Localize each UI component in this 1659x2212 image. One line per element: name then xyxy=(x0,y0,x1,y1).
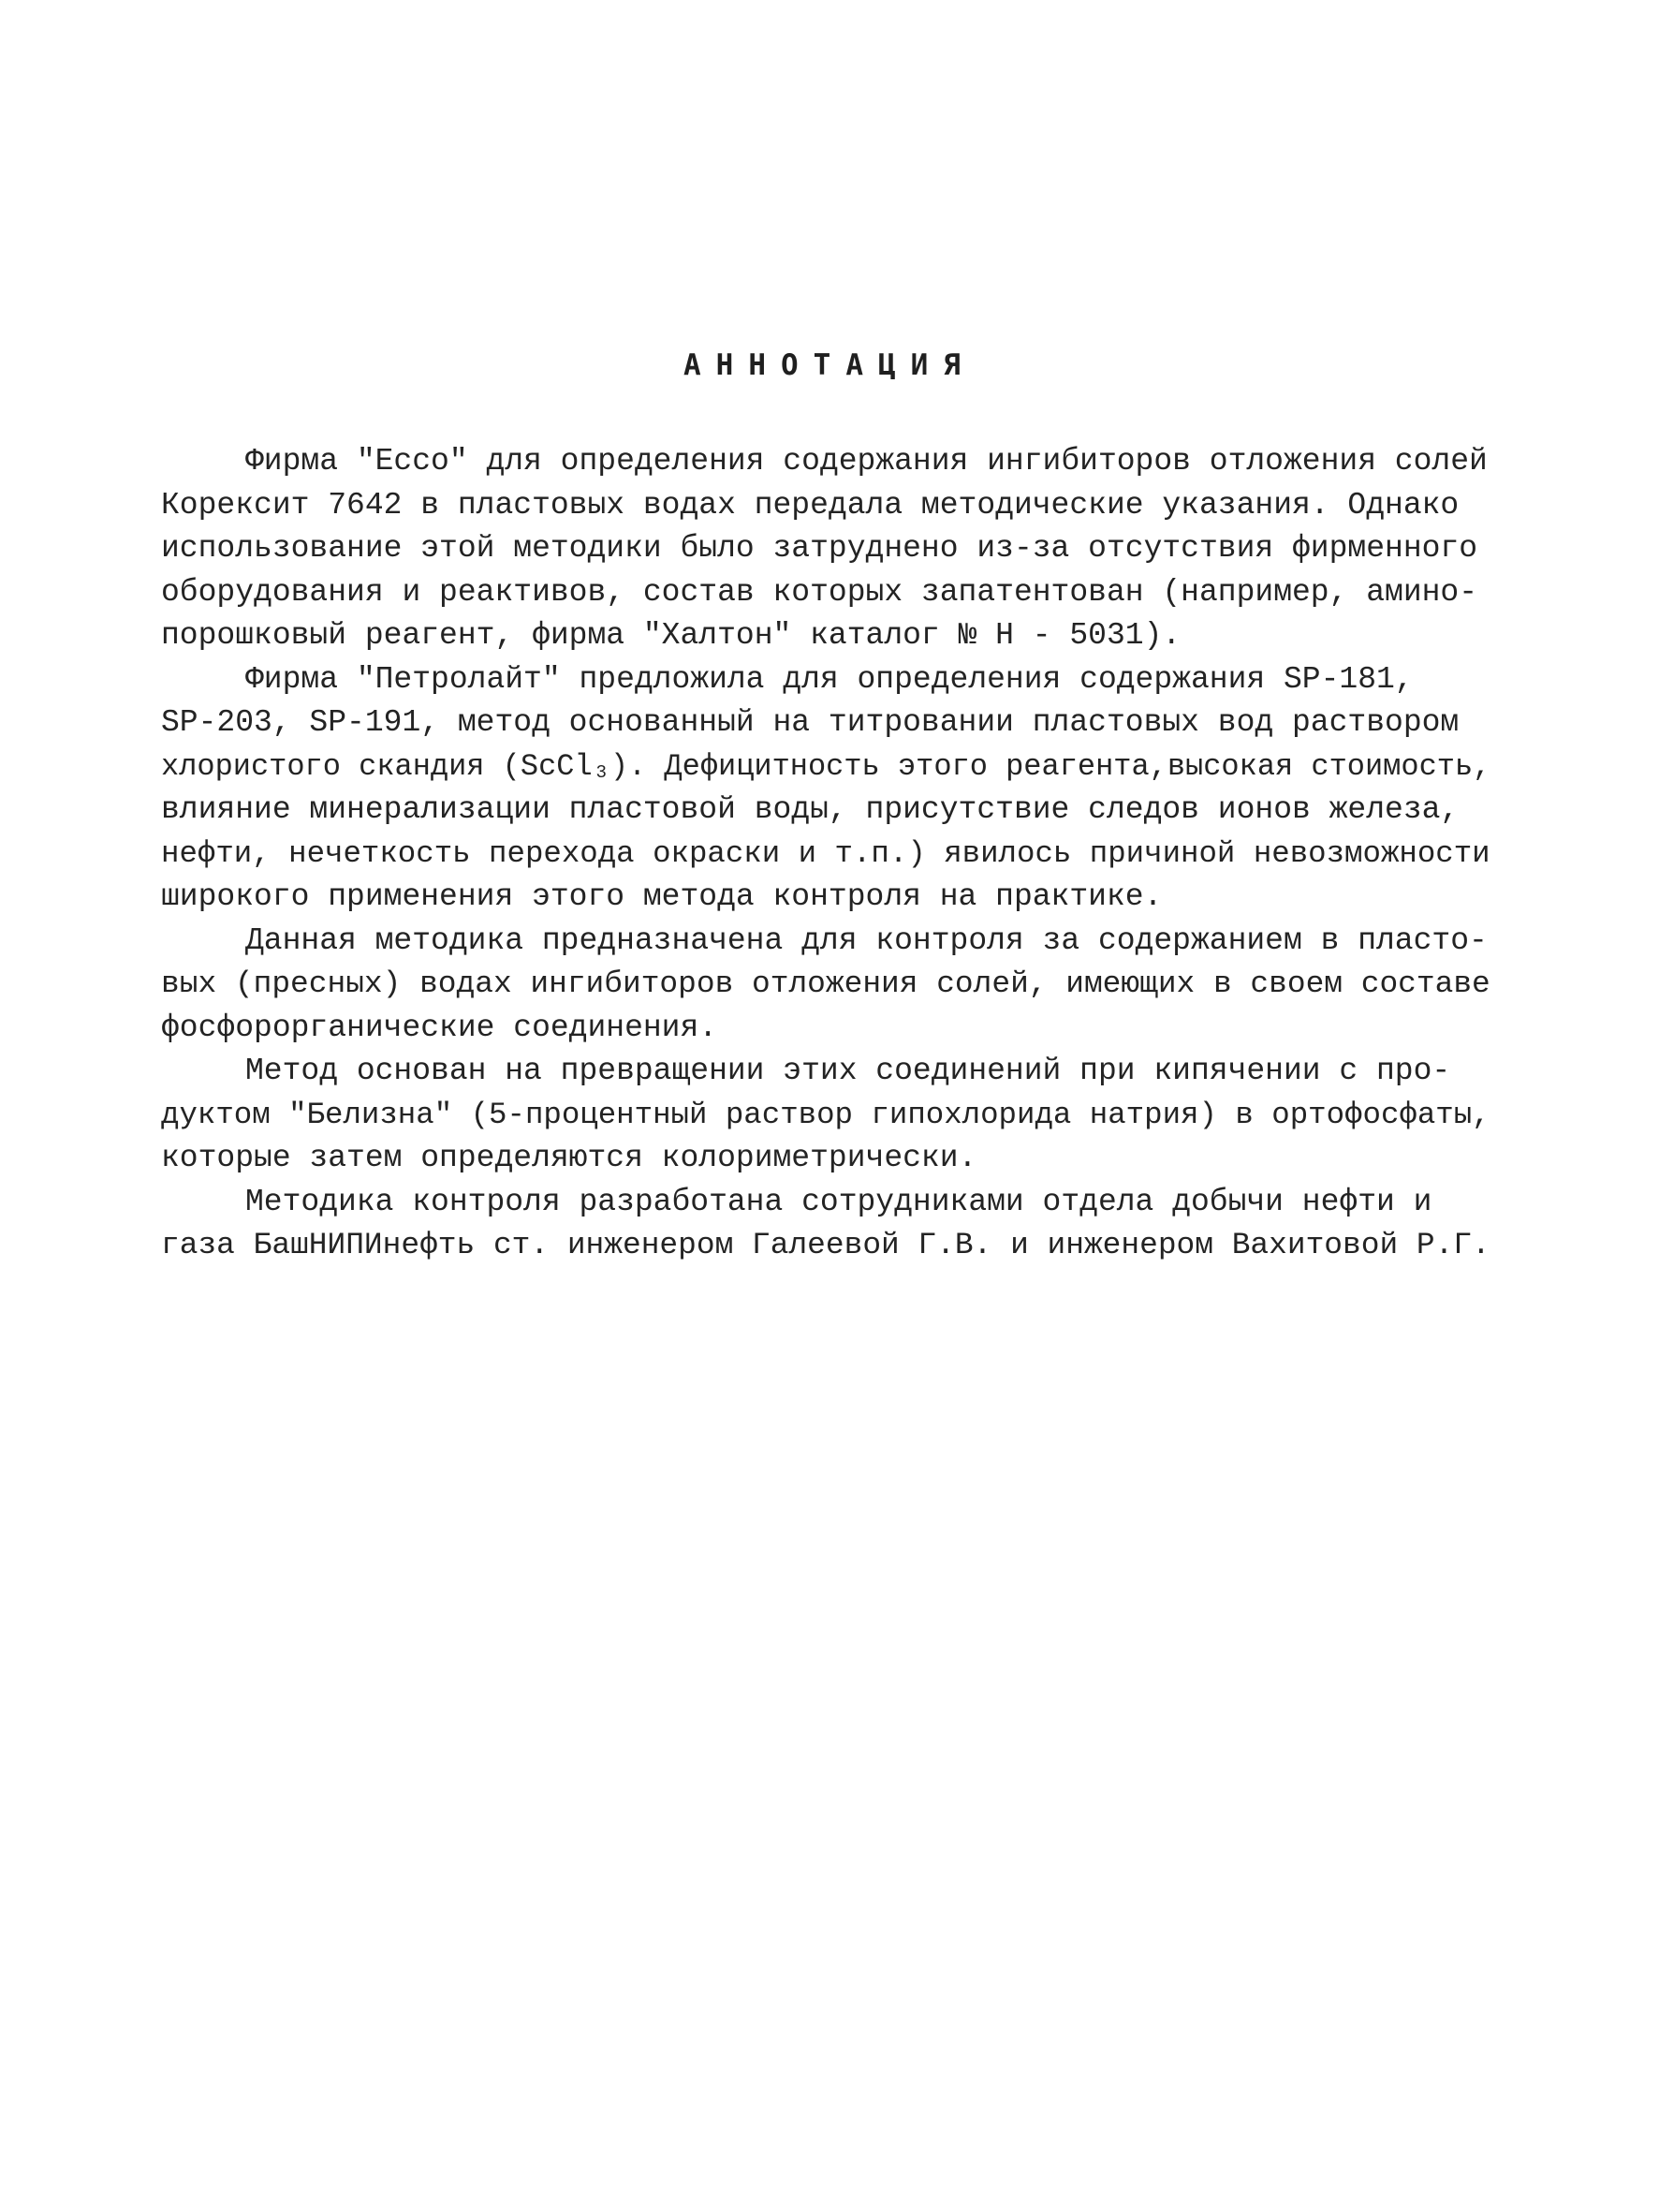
text-line: SP-203, SP-191, метод основанный на титровании пластовых вод раствором xyxy=(161,705,1460,740)
text-line: вых (пресных) водах ингибиторов отложения солей, имеющих в своем составе xyxy=(161,966,1490,1001)
text-line: широкого применения этого метода контроля на практике. xyxy=(161,879,1163,914)
text-line: дуктом "Белизна" (5-процентный раствор гипохлорида натрия) в ортофосфаты, xyxy=(161,1097,1490,1132)
paragraph-first-line: Фирма "Петролайт" предложила для определения содержания SP-181, xyxy=(245,661,1414,697)
text-line: порошковый реагент, фирма "Халтон" каталог № Н - 5031). xyxy=(161,618,1182,653)
text-line: фосфорорганические соединения. xyxy=(161,1010,718,1045)
paragraph-first-line: Данная методика предназначена для контроля за содержанием в пласто- xyxy=(245,922,1488,958)
text-line: влияние минерализации пластовой воды, присутствие следов ионов железа, xyxy=(161,792,1460,827)
paragraph-first-line: Метод основан на превращении этих соединений при кипячении с про- xyxy=(245,1054,1451,1088)
paragraph-first-line: Методика контроля разработана сотрудниками отдела добычи нефти и xyxy=(245,1184,1432,1219)
text-line: которые затем определяются колориметрически. xyxy=(161,1141,977,1175)
text-line: газа БашНИПИнефть ст. инженером Галеевой Г.В. и инженером Вахитовой Р.Г. xyxy=(161,1228,1490,1262)
text-line: использование этой методики было затруднено из-за отсутствия фирменного xyxy=(161,531,1478,566)
page-title: АННОТАЦИЯ xyxy=(683,348,976,382)
text-line: нефти, нечеткость перехода окраски и т.п.) явилось причиной невозможности xyxy=(161,835,1490,871)
text-line: оборудования и реактивов, состав которых запатентован (например, амино- xyxy=(161,574,1478,610)
annotation-body xyxy=(161,440,1490,1268)
text-line: Корексит 7642 в пластовых водах передала методические указания. Однако xyxy=(161,487,1460,523)
paragraph-first-line: Фирма "Ессо" для определения содержания ингибиторов отложения солей xyxy=(245,444,1488,479)
text-line: хлористого скандия (ScCl₃). Дефицитность этого реагента,высокая стоимость, xyxy=(161,748,1491,784)
